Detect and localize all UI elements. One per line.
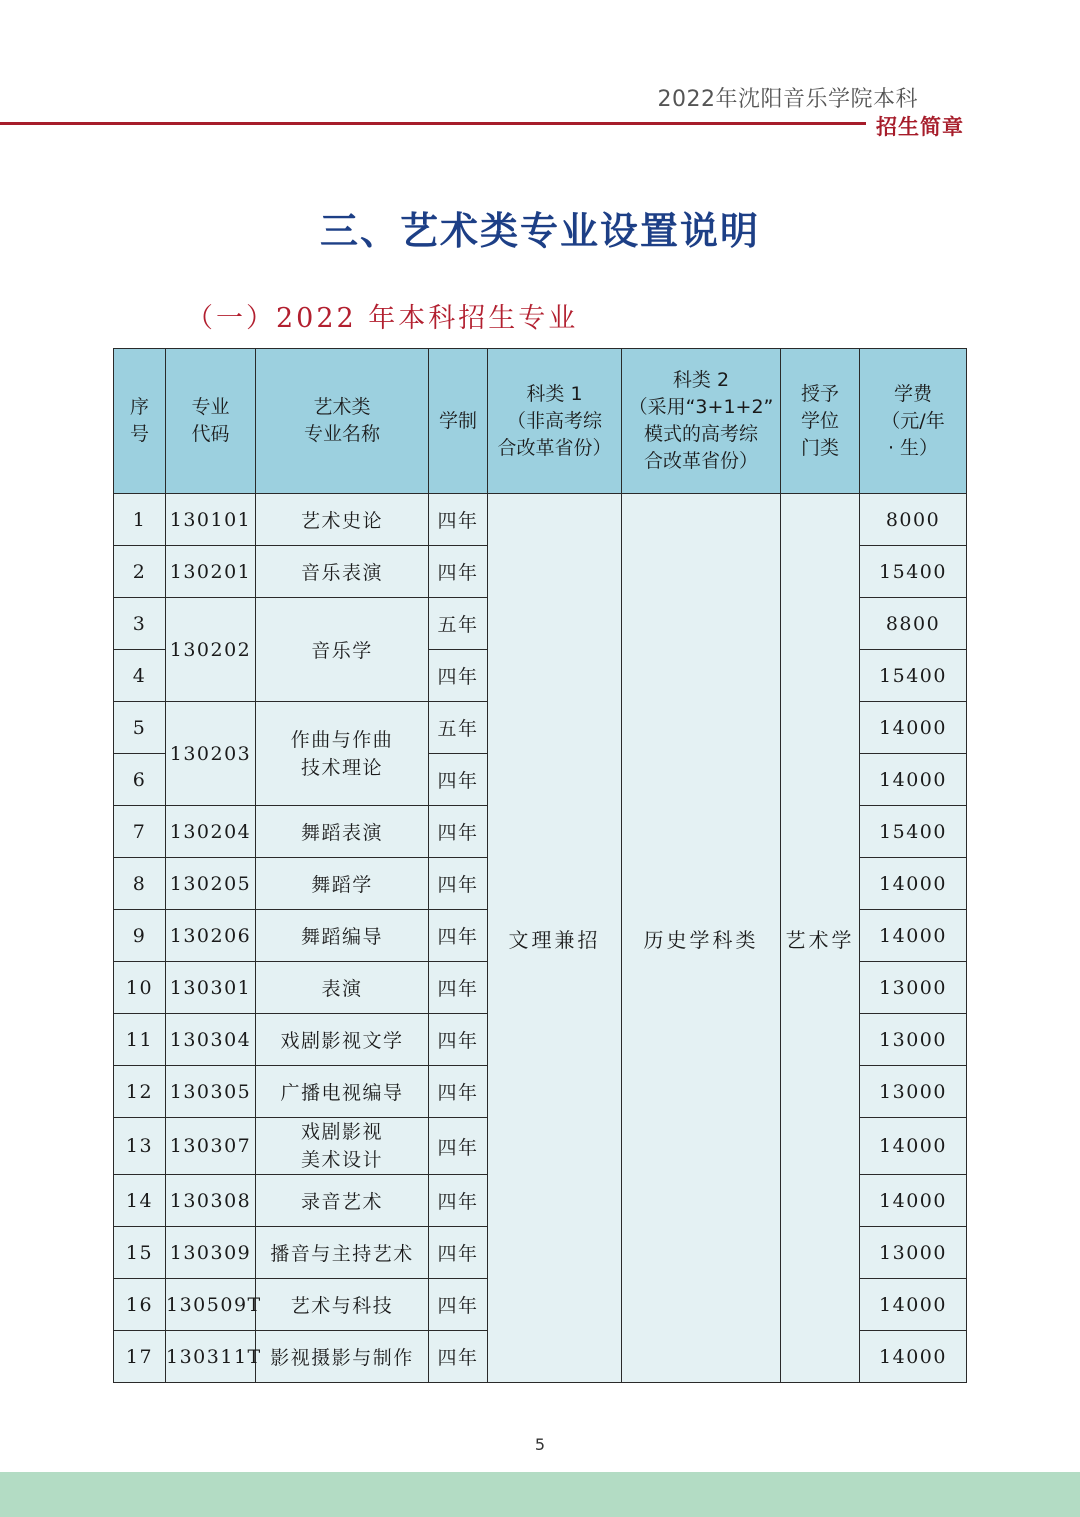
cell-name: 音乐学 [256,598,429,702]
cell-seq: 5 [114,702,166,754]
cell-fee: 15400 [860,806,967,858]
cell-duration: 四年 [429,546,488,598]
cell-fee: 14000 [860,910,967,962]
majors-table [113,348,967,1383]
cell-duration: 四年 [429,962,488,1014]
cell-duration: 五年 [429,598,488,650]
cell-name: 作曲与作曲 技术理论 [256,702,429,806]
cell-degree: 艺术学 [781,494,860,1383]
cell-duration: 五年 [429,702,488,754]
cell-category-1: 文理兼招 [488,494,622,1383]
cell-seq: 4 [114,650,166,702]
header-category-1: 科类 1 （非高考综 合改革省份） [488,349,622,494]
cell-duration: 四年 [429,910,488,962]
cell-name: 音乐表演 [256,546,429,598]
cell-fee: 14000 [860,1279,967,1331]
cell-seq: 16 [114,1279,166,1331]
cell-code: 130201 [166,546,256,598]
cell-name: 艺术与科技 [256,1279,429,1331]
cell-name: 舞蹈学 [256,858,429,910]
header-duration: 学制 [429,349,488,494]
cell-seq: 9 [114,910,166,962]
cell-seq: 6 [114,754,166,806]
header-category-2: 科类 2 （采用“3+1+2” 模式的高考综 合改革省份） [622,349,781,494]
cell-duration: 四年 [429,1331,488,1383]
cell-code: 130509T [166,1279,256,1331]
cell-code: 130305 [166,1066,256,1118]
cell-fee: 14000 [860,754,967,806]
cell-seq: 12 [114,1066,166,1118]
cell-duration: 四年 [429,1066,488,1118]
cell-fee: 14000 [860,702,967,754]
header-fee: 学费 （元/年 · 生） [860,349,967,494]
cell-duration: 四年 [429,754,488,806]
cell-name: 表演 [256,962,429,1014]
footer-band [0,1472,1080,1517]
cell-seq: 17 [114,1331,166,1383]
header-seq: 序 号 [114,349,166,494]
cell-duration: 四年 [429,806,488,858]
cell-fee: 8000 [860,494,967,546]
cell-code: 130205 [166,858,256,910]
cell-code: 130309 [166,1227,256,1279]
cell-duration: 四年 [429,1175,488,1227]
page-title: 三、艺术类专业设置说明 [319,208,760,253]
cell-code: 130308 [166,1175,256,1227]
cell-seq: 14 [114,1175,166,1227]
cell-duration: 四年 [429,1227,488,1279]
header-rule [0,122,866,125]
cell-code: 130301 [166,962,256,1014]
cell-seq: 3 [114,598,166,650]
header-title: 2022年沈阳音乐学院本科 [657,87,918,112]
cell-duration: 四年 [429,1279,488,1331]
cell-fee: 13000 [860,1066,967,1118]
cell-fee: 15400 [860,546,967,598]
cell-category-2: 历史学科类 [622,494,781,1383]
cell-fee: 13000 [860,1014,967,1066]
cell-name: 播音与主持艺术 [256,1227,429,1279]
cell-fee: 14000 [860,1175,967,1227]
cell-name: 戏剧影视 美术设计 [256,1118,429,1175]
cell-duration: 四年 [429,650,488,702]
cell-fee: 13000 [860,1227,967,1279]
cell-seq: 15 [114,1227,166,1279]
table-row [114,494,967,546]
cell-name: 舞蹈编导 [256,910,429,962]
cell-code: 130202 [166,598,256,702]
section-title: （一）2022 年本科招生专业 [186,303,579,334]
table-header-row [114,349,967,494]
header-badge: 招生简章 [876,115,964,139]
cell-fee: 15400 [860,650,967,702]
cell-seq: 2 [114,546,166,598]
cell-seq: 7 [114,806,166,858]
cell-code: 130204 [166,806,256,858]
cell-name: 广播电视编导 [256,1066,429,1118]
cell-name: 录音艺术 [256,1175,429,1227]
cell-duration: 四年 [429,858,488,910]
cell-code: 130304 [166,1014,256,1066]
cell-code: 130311T [166,1331,256,1383]
cell-seq: 11 [114,1014,166,1066]
cell-fee: 14000 [860,1118,967,1175]
cell-seq: 13 [114,1118,166,1175]
cell-duration: 四年 [429,1014,488,1066]
cell-name: 影视摄影与制作 [256,1331,429,1383]
cell-seq: 10 [114,962,166,1014]
cell-duration: 四年 [429,494,488,546]
cell-duration: 四年 [429,1118,488,1175]
cell-code: 130206 [166,910,256,962]
cell-code: 130203 [166,702,256,806]
header-code: 专业 代码 [166,349,256,494]
cell-name: 艺术史论 [256,494,429,546]
cell-code: 130307 [166,1118,256,1175]
cell-fee: 14000 [860,1331,967,1383]
cell-fee: 14000 [860,858,967,910]
majors-table-wrapper [113,348,967,1383]
cell-fee: 8800 [860,598,967,650]
header-name: 艺术类 专业名称 [256,349,429,494]
cell-seq: 8 [114,858,166,910]
cell-name: 戏剧影视文学 [256,1014,429,1066]
cell-seq: 1 [114,494,166,546]
page-number: 5 [534,1435,546,1454]
cell-code: 130101 [166,494,256,546]
cell-fee: 13000 [860,962,967,1014]
header-degree: 授予 学位 门类 [781,349,860,494]
cell-name: 舞蹈表演 [256,806,429,858]
